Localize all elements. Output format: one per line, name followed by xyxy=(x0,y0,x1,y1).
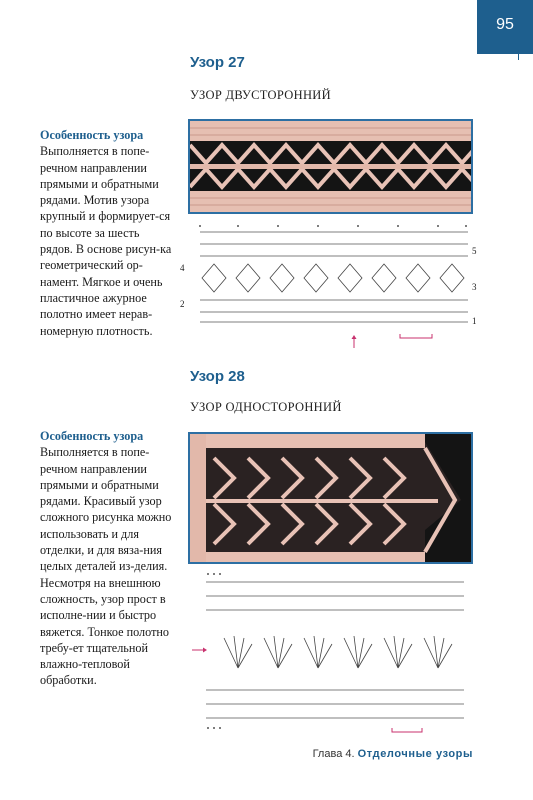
pattern-28-feature-text: Выполняется в попе-речном направлении прямыми и обратными рядами. Красивый узор сложного рисунка можно использовать и для отделки, и для вяза-ния целых деталей из-делия. Несмотря на внешнюю сложность, узор прост в исполне-нии и быстро вяжется. Тонкое полотно требу-ет тщательной влажно-тепловой обработки. xyxy=(40,445,172,688)
pattern-28-chart xyxy=(178,568,468,736)
pattern-27-subtitle: УЗОР ДВУСТОРОННИЙ xyxy=(190,88,331,102)
pattern-28-title: Узор 28 xyxy=(190,368,245,385)
page-number: 95 xyxy=(477,0,533,54)
row-label-4: 4 xyxy=(180,263,185,273)
row-label-5: 5 xyxy=(472,246,477,256)
pattern-27-feature xyxy=(40,127,175,339)
pattern-27-photo xyxy=(188,119,473,214)
pattern-27-title: Узор 27 xyxy=(190,54,245,71)
page-footer xyxy=(313,748,473,760)
pattern-27-feature-text: Выполняется в попе-речном направлении прямыми и обратными рядами. Мотив узора крупный и формирует-ся по высоте за шесть рядов. В основе рисун-ка геометрический ор-намент. Мягкое и очень пластичное ажурное полотно имеет нерав-номерную плотность. xyxy=(40,144,172,338)
footer-chapter: Глава 4. xyxy=(312,748,355,760)
pattern-28-feature xyxy=(40,428,175,689)
pattern-27-feature-heading: Особенность узора xyxy=(40,128,144,142)
pattern-27-chart xyxy=(178,222,478,350)
pattern-28-feature-heading: Особенность узора xyxy=(40,429,144,443)
pattern-28-subtitle: УЗОР ОДНОСТОРОННИЙ xyxy=(190,400,342,414)
row-label-3: 3 xyxy=(472,282,477,292)
row-label-2: 2 xyxy=(180,299,185,309)
footer-chapter-name: Отделочные узоры xyxy=(357,748,473,760)
pattern-28-photo xyxy=(188,432,473,564)
row-label-1: 1 xyxy=(472,316,477,326)
page-number-rule xyxy=(518,54,519,60)
